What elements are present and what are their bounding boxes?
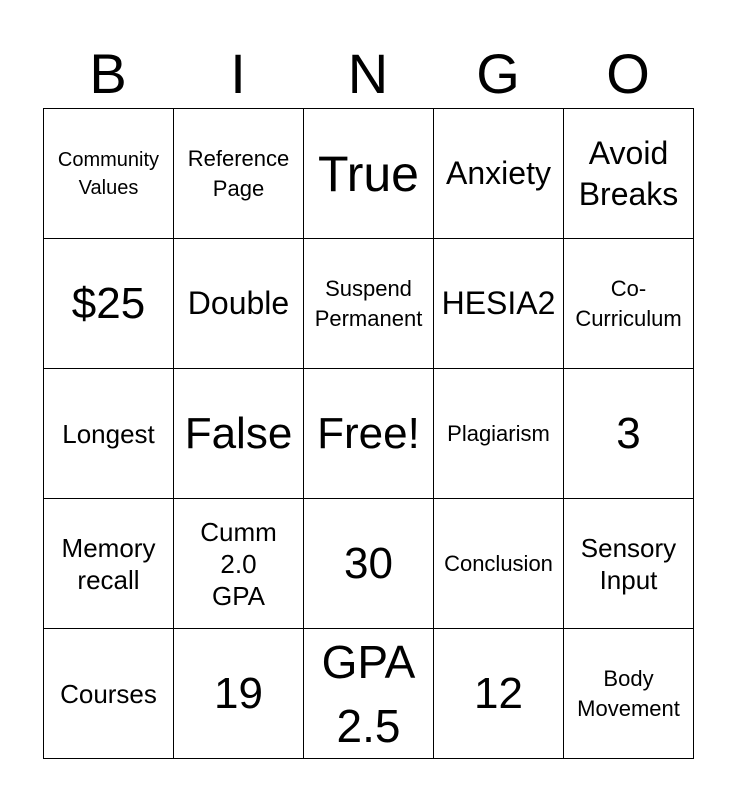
header-letter-i: I xyxy=(230,42,246,105)
bingo-cell[interactable]: False xyxy=(174,369,304,499)
bingo-cell[interactable]: True xyxy=(304,109,434,239)
bingo-cell[interactable]: Courses xyxy=(44,629,174,759)
bingo-cell[interactable]: 3 xyxy=(564,369,694,499)
bingo-cell[interactable]: $25 xyxy=(44,239,174,369)
header-letter-b: B xyxy=(89,42,127,105)
header-letter-o: O xyxy=(606,42,650,105)
bingo-cell[interactable]: HESIA2 xyxy=(434,239,564,369)
bingo-cell[interactable]: Co- Curriculum xyxy=(564,239,694,369)
bingo-grid xyxy=(43,108,694,759)
bingo-cell[interactable]: Conclusion xyxy=(434,499,564,629)
bingo-cell[interactable]: Suspend Permanent xyxy=(304,239,434,369)
bingo-cell[interactable]: Plagiarism xyxy=(434,369,564,499)
bingo-cell[interactable]: 30 xyxy=(304,499,434,629)
bingo-cell[interactable]: Cumm 2.0 GPA xyxy=(174,499,304,629)
bingo-cell[interactable]: 19 xyxy=(174,629,304,759)
header-letter-n: N xyxy=(347,42,389,105)
bingo-header xyxy=(43,0,694,108)
bingo-cell[interactable]: 12 xyxy=(434,629,564,759)
bingo-cell[interactable]: Anxiety xyxy=(434,109,564,239)
bingo-card xyxy=(43,0,694,759)
bingo-cell[interactable]: Double xyxy=(174,239,304,369)
header-letter-g: G xyxy=(476,42,520,105)
bingo-cell[interactable]: Avoid Breaks xyxy=(564,109,694,239)
bingo-cell[interactable]: Body Movement xyxy=(564,629,694,759)
bingo-cell[interactable]: GPA 2.5 xyxy=(304,629,434,759)
free-space-cell[interactable]: Free! xyxy=(304,369,434,499)
bingo-cell[interactable]: Longest xyxy=(44,369,174,499)
bingo-cell[interactable]: Memory recall xyxy=(44,499,174,629)
bingo-cell[interactable]: Community Values xyxy=(44,109,174,239)
bingo-cell[interactable]: Sensory Input xyxy=(564,499,694,629)
bingo-cell[interactable]: Reference Page xyxy=(174,109,304,239)
